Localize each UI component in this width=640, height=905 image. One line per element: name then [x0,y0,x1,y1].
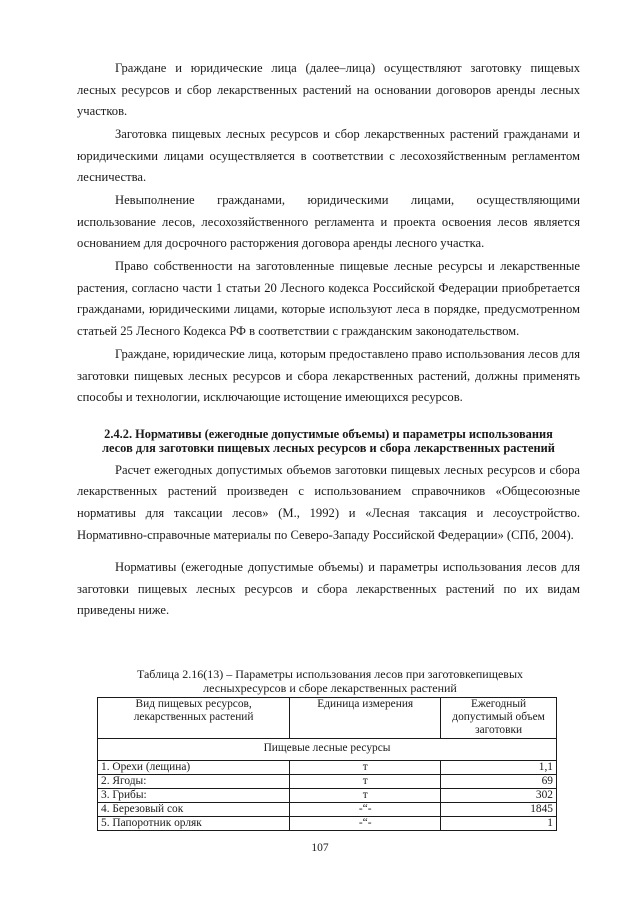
group-food-resources: Пищевые лесные ресурсы [98,739,557,761]
row-unit: -“- [290,803,441,817]
row-value: 1 [441,817,557,831]
resources-table [97,697,557,831]
header-annual-volume: Ежегодный допустимый объем заготовки [441,698,557,739]
table-row [98,789,557,803]
row-unit: т [290,775,441,789]
paragraph-lease-termination: Невыполнение гражданами, юридическими лицами, осуществляющими использование лесов, лесохозяйственного регламента и проекта освоения лесов является основанием для досрочного расторжения договора аренды лесного участка. [77,193,580,251]
table-header-row [98,698,557,739]
row-value: 302 [441,789,557,803]
row-resource-name: 2. Ягоды: [98,775,290,789]
row-resource-name: 5. Папоротник орляк [98,817,290,831]
table-row [98,803,557,817]
table-caption-line-2: лесныхресурсов и сборе лекарственных растений [203,680,457,695]
paragraph-norms-intro: Нормативы (ежегодные допустимые объемы) и параметры использования лесов для заготовки пищевых лесных ресурсов и сбора лекарственных растений по их видам приведены ниже. [77,560,580,618]
paragraph-harvest-methods: Граждане, юридические лица, которым предоставлено право использования лесов для заготовки пищевых лесных ресурсов и сбора лекарственных растений, должны применять способы и технологии, исключающие истощение имеющихся ресурсов. [77,346,580,405]
row-unit: т [290,789,441,803]
table-row [98,775,557,789]
table-group-row [98,739,557,761]
body-text [77,58,580,623]
page-number: 107 [311,842,329,854]
paragraph-forestry-regulation: Заготовка пищевых лесных ресурсов и сбор лекарственных растений гражданами и юридическими лицами осуществляется в соответствии с лесохозяйственным регламентом лесничества. [77,127,580,185]
row-resource-name: 3. Грибы: [98,789,290,803]
row-resource-name: 1. Орехи (лещина) [98,761,290,775]
row-unit: т [290,761,441,775]
paragraph-calculation-basis: Расчет ежегодных допустимых объемов заготовки пищевых лесных ресурсов и сбора лекарственных растений произведен с использованием справочников «Общесоюзные нормативы для таксации лесов» (М., 1992) и «Лесная таксация и лесоустройство. Нормативно-справочные материалы по Северо-Западу Российской Федерации» (СПб, 2004). [77,462,580,542]
table-caption-line-1: Таблица 2.16(13) – Параметры использования лесов при заготовкепищевых [136,667,524,681]
table-caption [106,668,554,696]
row-value: 69 [441,775,557,789]
header-resource-type: Вид пищевых ресурсов, лекарственных растений [98,698,290,739]
table-row [98,761,557,775]
row-value: 1,1 [441,761,557,775]
header-unit: Единица измерения [290,698,441,739]
row-value: 1845 [441,803,557,817]
table-row [98,817,557,831]
paragraph-lease-agreements: Граждане и юридические лица (далее–лица) осуществляют заготовку пищевых лесных ресурсов и сбор лекарственных растений на основании договоров аренды лесных участков. [77,61,580,119]
row-unit: -“- [290,817,441,831]
paragraph-ownership-right: Право собственности на заготовленные пищевые лесные ресурсы и лекарственные растения, согласно части 1 статьи 20 Лесного кодекса Российской Федерации приобретается гражданами, юридическими лицами, которые используют леса в порядке, предусмотренном статьей 25 Лесного Кодекса РФ в соответствии с гражданским законодательством. [77,259,580,339]
row-resource-name: 4. Березовый сок [98,803,290,817]
section-heading: 2.4.2. Нормативы (ежегодные допустимые объемы) и параметры использования лесов для заготовки пищевых лесных ресурсов и сбора лекарственных растений [102,426,555,456]
